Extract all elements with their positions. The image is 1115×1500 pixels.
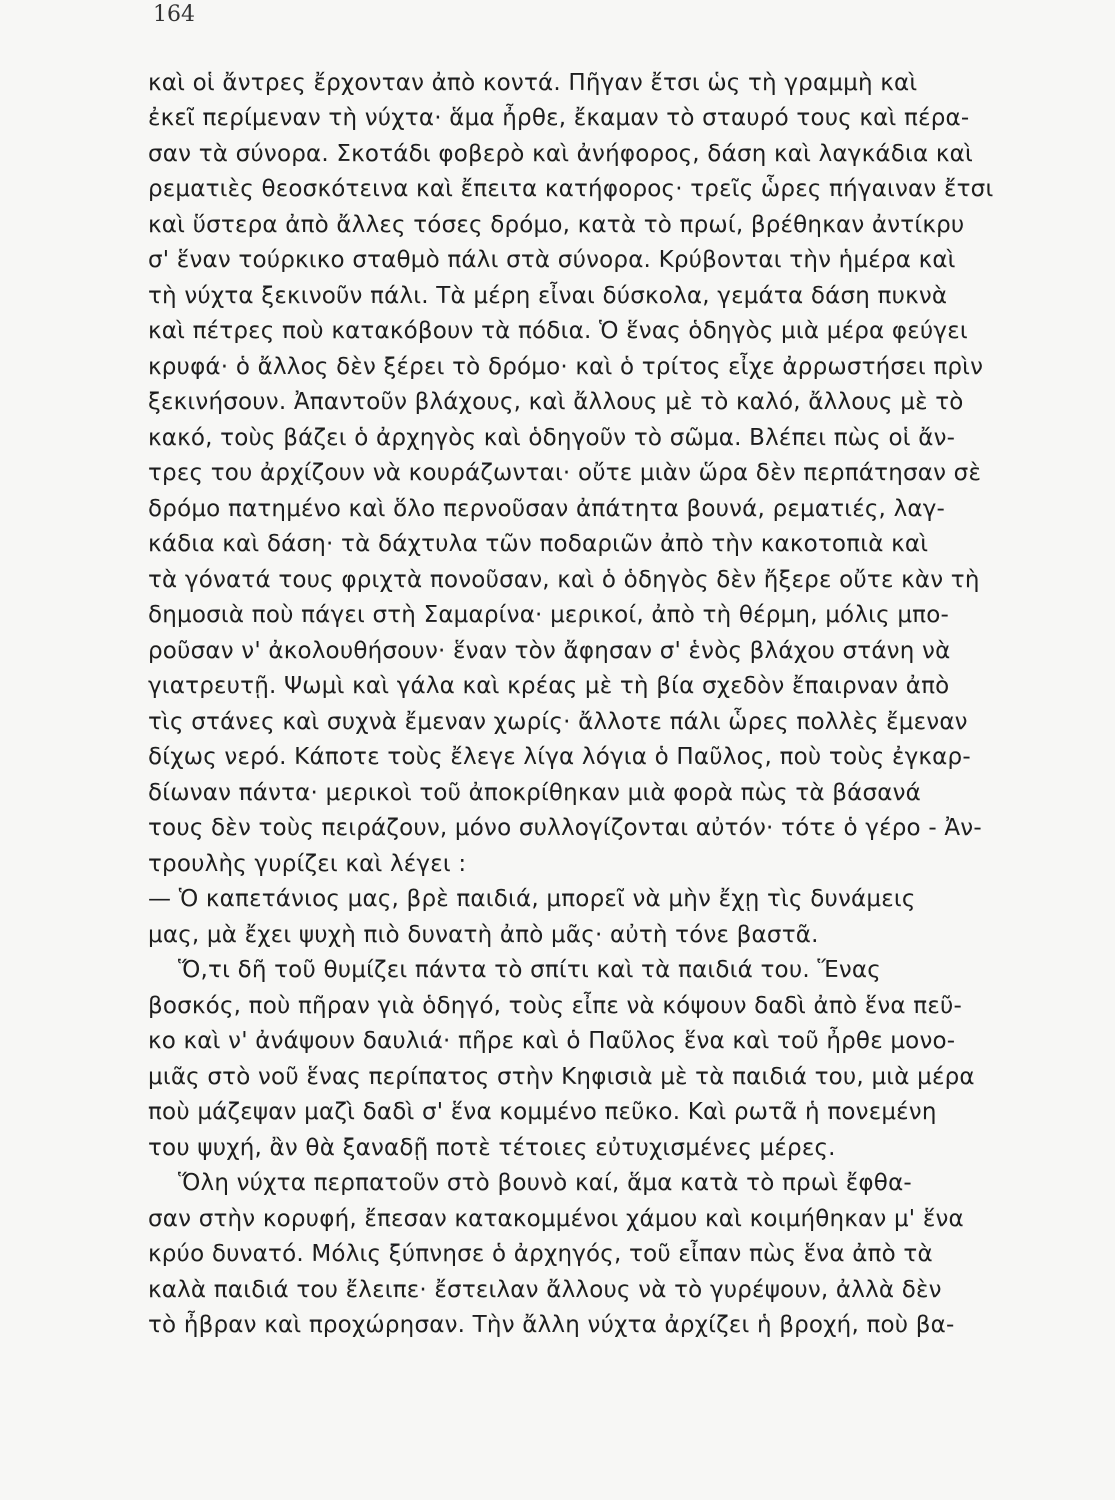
text-line: τρες του ἀρχίζουν νὰ κουράζωνται· οὔτε μιὰν ὥρα δὲν περπάτησαν σὲ <box>148 460 982 486</box>
text-line: βοσκός, ποὺ πῆραν γιὰ ὁδηγό, τοὺς εἶπε νὰ κόψουν δαδὶ ἀπὸ ἕνα πεῦ- <box>148 993 962 1019</box>
text-line: τους δὲν τοὺς πειράζουν, μόνο συλλογίζονται αὐτόν· τότε ὁ γέρο - Ἀν- <box>148 815 982 841</box>
text-line: τὰ γόνατά τους φριχτὰ πονοῦσαν, καὶ ὁ ὁδηγὸς δὲν ἤξερε οὔτε κὰν τὴ <box>148 567 980 593</box>
text-line: ρεματιὲς θεοσκότεινα καὶ ἔπειτα κατήφορος· τρεῖς ὧρες πήγαιναν ἔτσι <box>148 176 994 202</box>
text-line: τὸ ἦβραν καὶ προχώρησαν. Τὴν ἄλλη νύχτα ἀρχίζει ἡ βροχή, ποὺ βα- <box>148 1312 955 1338</box>
text-line: σαν στὴν κορυφή, ἔπεσαν κατακομμένοι χάμου καὶ κοιμήθηκαν μ' ἕνα <box>148 1206 964 1232</box>
text-line: ποὺ μάζεψαν μαζὶ δαδὶ σ' ἕνα κομμένο πεῦκο. Καὶ ρωτᾶ ἡ πονεμένη <box>148 1099 937 1125</box>
text-line: κρυφά· ὁ ἄλλος δὲν ξέρει τὸ δρόμο· καὶ ὁ τρίτος εἶχε ἀρρωστήσει πρὶν <box>148 354 984 380</box>
text-line: σαν τὰ σύνορα. Σκοτάδι φοβερὸ καὶ ἀνήφορος, δάση καὶ λαγκάδια καὶ <box>148 141 973 167</box>
text-line: δρόμο πατημένο καὶ ὅλο περνοῦσαν ἀπάτητα βουνά, ρεματιές, λαγ- <box>148 496 946 522</box>
text-line: — Ὁ καπετάνιος μας, βρὲ παιδιά, μπορεῖ νὰ μὴν ἔχῃ τὶς δυνάμεις <box>148 886 916 912</box>
text-line: δημοσιὰ ποὺ πάγει στὴ Σαμαρίνα· μερικοί, ἀπὸ τὴ θέρμη, μόλις μπο- <box>148 602 949 628</box>
text-line: δίωναν πάντα· μερικοὶ τοῦ ἀποκρίθηκαν μιὰ φορὰ πὼς τὰ βάσανά <box>148 780 922 806</box>
text-line: κο καὶ ν' ἀνάψουν δαυλιά· πῆρε καὶ ὁ Παῦλος ἕνα καὶ τοῦ ἦρθε μονο- <box>148 1028 956 1054</box>
text-line: καὶ ὕστερα ἀπὸ ἄλλες τόσες δρόμο, κατὰ τὸ πρωί, βρέθηκαν ἀντίκρυ <box>148 212 965 238</box>
text-line: μιᾶς στὸ νοῦ ἕνας περίπατος στὴν Κηφισιὰ μὲ τὰ παιδιά του, μιὰ μέρα <box>148 1064 975 1090</box>
text-line: του ψυχή, ἂν θὰ ξαναδῇ ποτὲ τέτοιες εὐτυχισμένες μέρες. <box>148 1135 836 1161</box>
text-line: Ὅ,τι δῆ τοῦ θυμίζει πάντα τὸ σπίτι καὶ τὰ παιδιά του. Ἕνας <box>178 957 881 983</box>
text-line: κακό, τοὺς βάζει ὁ ἀρχηγὸς καὶ ὁδηγοῦν τὸ σῶμα. Βλέπει πὼς οἱ ἄν- <box>148 425 956 451</box>
text-line: γιατρευτῇ. Ψωμὶ καὶ γάλα καὶ κρέας μὲ τὴ βία σχεδὸν ἔπαιρναν ἀπὸ <box>148 673 950 699</box>
text-line: καὶ οἱ ἄντρες ἔρχονταν ἀπὸ κοντά. Πῆγαν ἔτσι ὡς τὴ γραμμὴ καὶ <box>148 70 918 96</box>
text-line: κάδια καὶ δάση· τὰ δάχτυλα τῶν ποδαριῶν ἀπὸ τὴν κακοτοπιὰ καὶ <box>148 531 929 557</box>
text-line: τὴ νύχτα ξεκινοῦν πάλι. Τὰ μέρη εἶναι δύσκολα, γεμάτα δάση πυκνὰ <box>148 283 948 309</box>
text-line: μας, μὰ ἔχει ψυχὴ πιὸ δυνατὴ ἀπὸ μᾶς· αὐτὴ τόνε βαστᾶ. <box>148 922 819 948</box>
text-line: ροῦσαν ν' ἀκολουθήσουν· ἕναν τὸν ἄφησαν σ' ἑνὸς βλάχου στάνη νὰ <box>148 638 951 664</box>
page-number: 164 <box>153 2 195 27</box>
text-line: δίχως νερό. Κάποτε τοὺς ἔλεγε λίγα λόγια ὁ Παῦλος, ποὺ τοὺς ἐγκαρ- <box>148 744 971 770</box>
text-line: σ' ἕναν τούρκικο σταθμὸ πάλι στὰ σύνορα. Κρύβονται τὴν ἡμέρα καὶ <box>148 247 956 273</box>
text-line: κρύο δυνατό. Μόλις ξύπνησε ὁ ἀρχηγός, τοῦ εἶπαν πὼς ἕνα ἀπὸ τὰ <box>148 1241 933 1267</box>
text-line: τὶς στάνες καὶ συχνὰ ἔμεναν χωρίς· ἄλλοτε πάλι ὧρες πολλὲς ἔμεναν <box>148 709 968 735</box>
text-line: ἐκεῖ περίμεναν τὴ νύχτα· ἅμα ἦρθε, ἔκαμαν τὸ σταυρό τους καὶ πέρα- <box>148 105 970 131</box>
text-line: καλὰ παιδιά του ἔλειπε· ἔστειλαν ἄλλους νὰ τὸ γυρέψουν, ἀλλὰ δὲν <box>148 1277 942 1303</box>
text-line: τρουλὴς γυρίζει καὶ λέγει : <box>148 851 467 877</box>
text-line: Ὅλη νύχτα περπατοῦν στὸ βουνὸ καί, ἅμα κατὰ τὸ πρωὶ ἔφθα- <box>178 1170 912 1196</box>
text-line: καὶ πέτρες ποὺ κατακόβουν τὰ πόδια. Ὁ ἕνας ὁδηγὸς μιὰ μέρα φεύγει <box>148 318 968 344</box>
text-line: ξεκινήσουν. Ἀπαντοῦν βλάχους, καὶ ἄλλους μὲ τὸ καλό, ἄλλους μὲ τὸ <box>148 389 964 415</box>
